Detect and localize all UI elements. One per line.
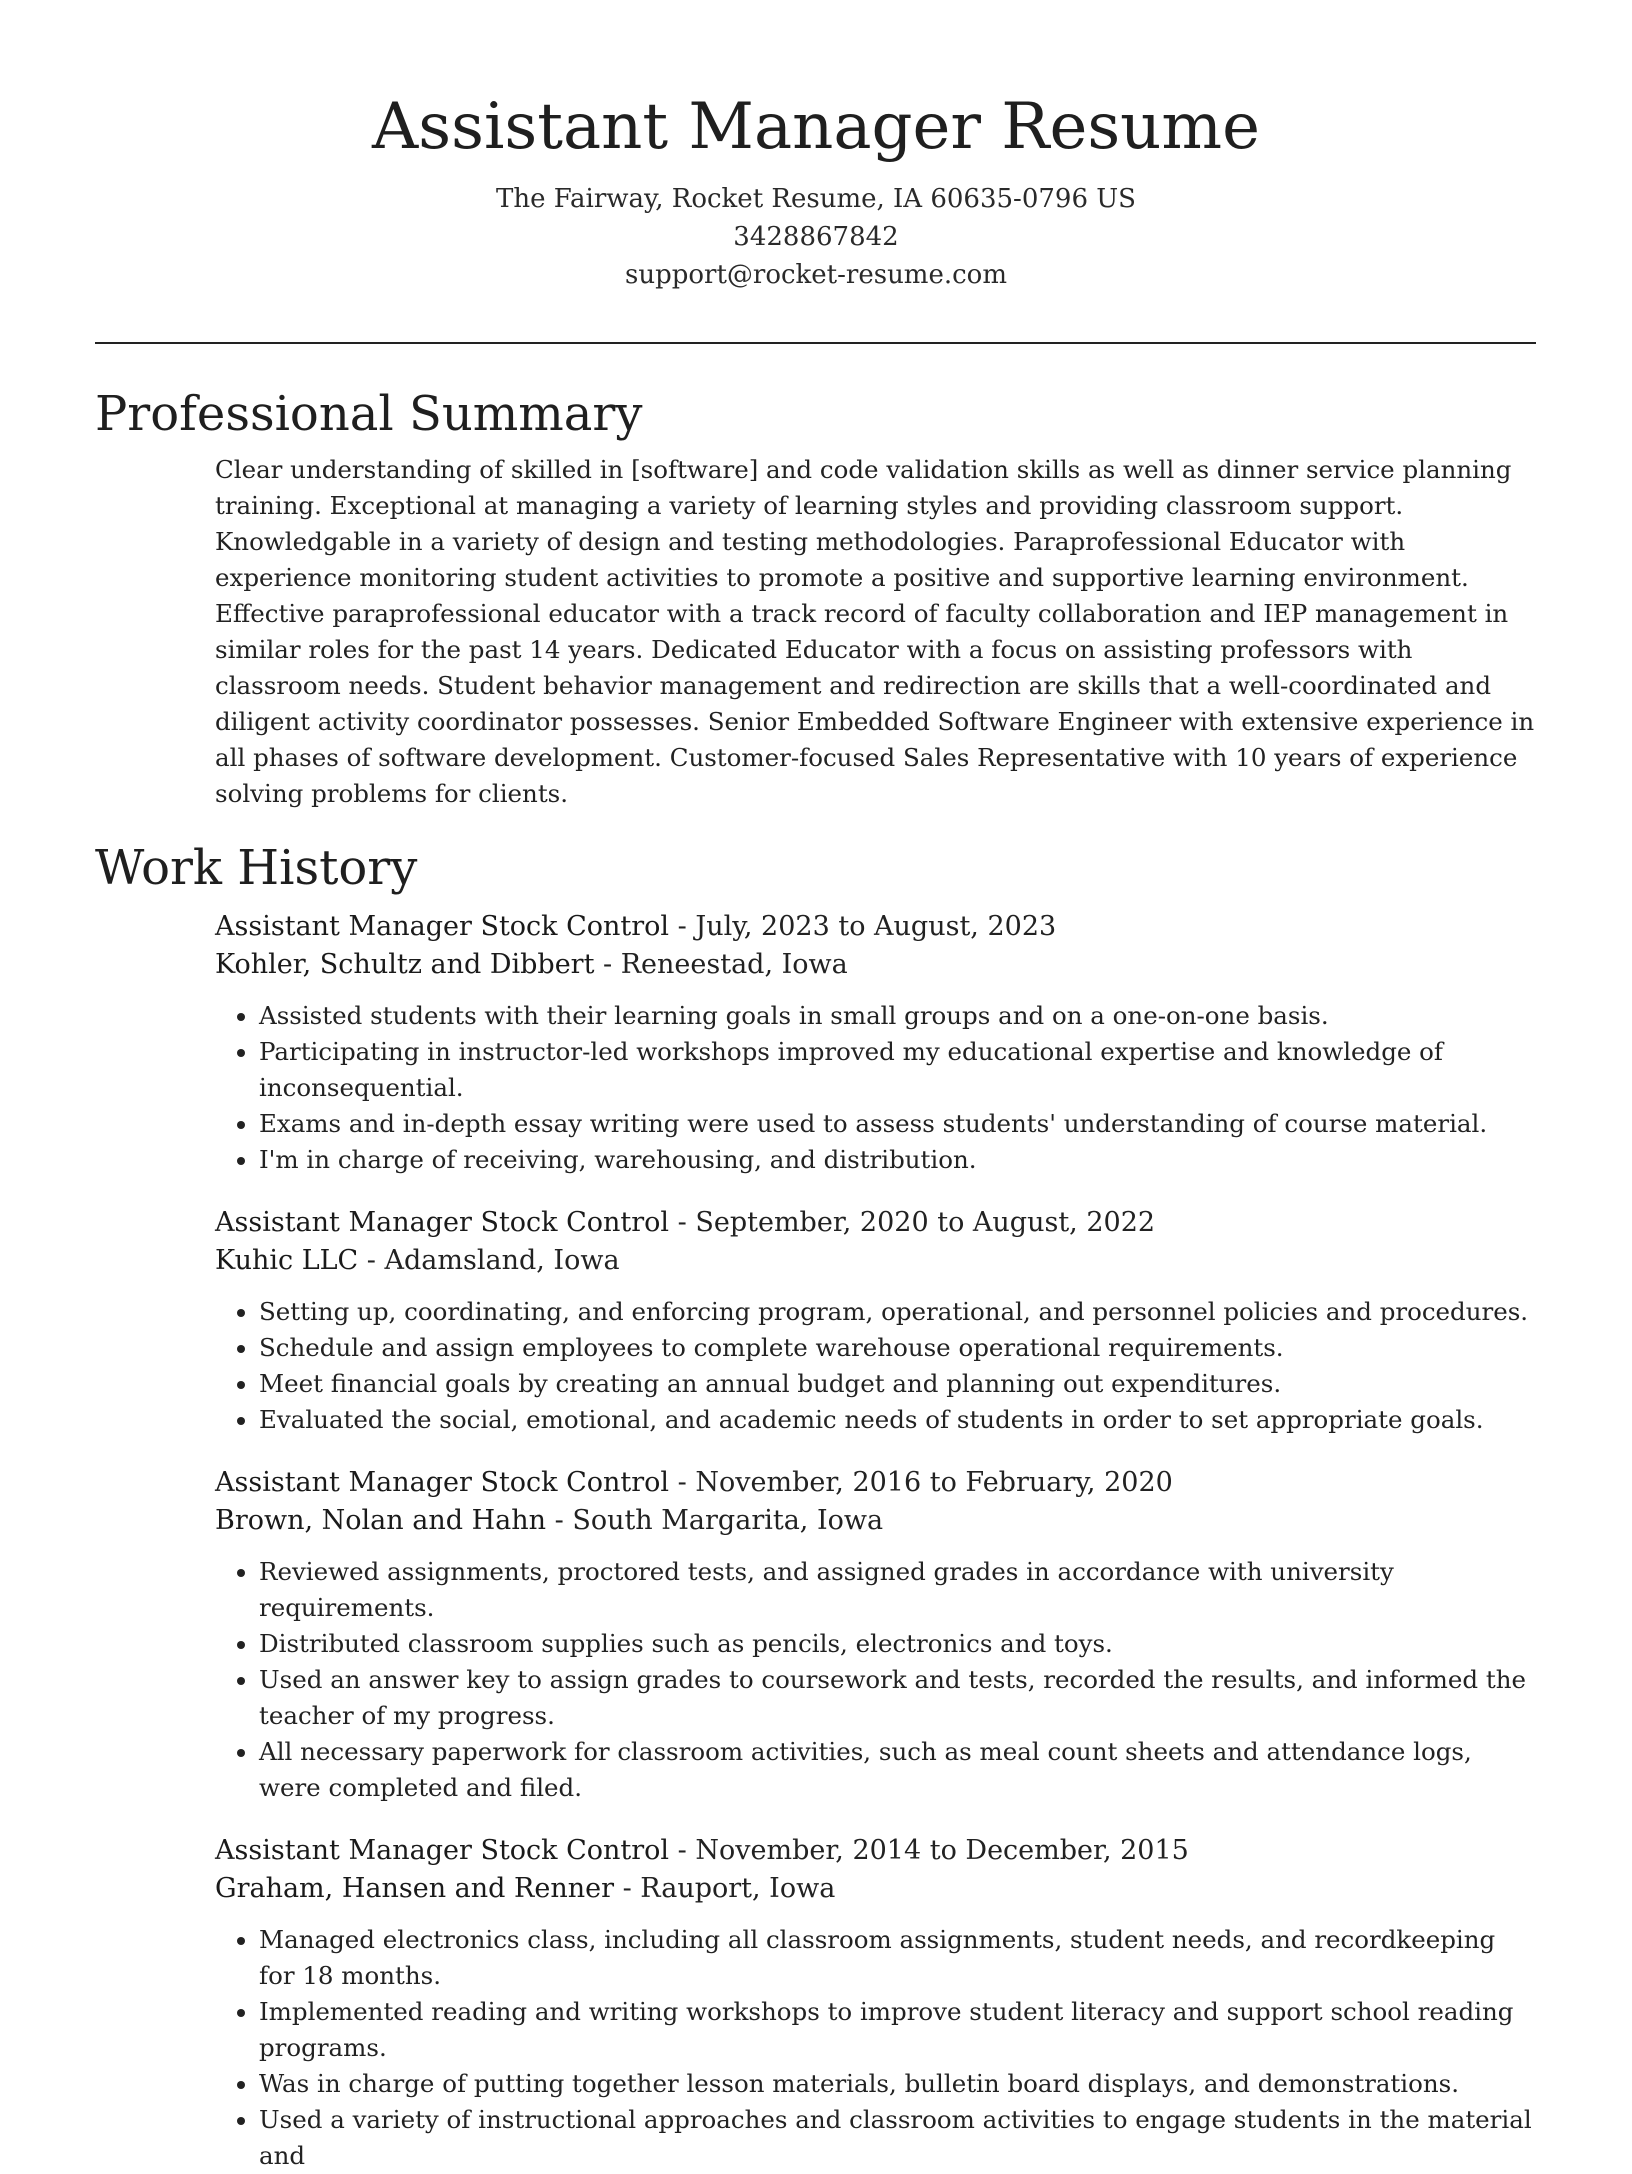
job-bullet: • Distributed classroom supplies such as pencils, electronics and toys. (259, 1626, 1536, 1662)
job-bullet: • All necessary paperwork for classroom activities, such as meal count sheets and attendance logs, were completed and filed. (259, 1734, 1536, 1806)
job-bullet: • Used a variety of instructional approaches and classroom activities to engage students in the material and (259, 2102, 1536, 2174)
summary-text: Clear understanding of skilled in [software] and code validation skills as well as dinner service planning training. Exceptional at managing a variety of learning styles and providing classroom support. Knowledgable in a variety of design and testing methodologies. Paraprofessional Educator with experience monitoring student activities to promote a positive and supportive learning environment. Effective paraprofessional educator with a track record of faculty collaboration and IEP management in similar roles for the past 14 years. Dedicated Educator with a focus on assisting professors with classroom needs. Student behavior management and redirection are skills that a well-coordinated and diligent activity coordinator possesses. Senior Embedded Software Engineer with extensive experience in all phases of software development. Customer-focused Sales Representative with 10 years of experience solving problems for clients. (215, 455, 1535, 808)
job-bullet: • Used an answer key to assign grades to coursework and tests, recorded the results, and informed the teacher of my progress. (259, 1662, 1536, 1734)
job-location: - Reneestad, Iowa (594, 949, 848, 980)
job-bullets (215, 998, 1536, 1178)
job-company: Kuhic LLC (215, 1245, 359, 1276)
resume-content (95, 380, 1536, 2174)
job-dates: - November, 2016 to February, 2020 (669, 1467, 1173, 1498)
job-bullet: • Evaluated the social, emotional, and academic needs of students in order to set appropriate goals. (259, 1402, 1536, 1438)
job-title: Assistant Manager Stock Control (215, 911, 670, 942)
resume-title: Assistant Manager Resume (372, 90, 1260, 164)
job-title-line (215, 908, 1536, 946)
work-history-section (95, 834, 1536, 2174)
job-bullet: • Managed electronics class, including all classroom assignments, student needs, and recordkeeping for 18 months. (259, 1922, 1536, 1994)
job-entry (215, 1832, 1536, 2174)
job-bullet: • Schedule and assign employees to complete warehouse operational requirements. (259, 1330, 1536, 1366)
job-company: Brown, Nolan and Hahn (215, 1505, 547, 1536)
job-company: Graham, Hansen and Renner (215, 1873, 614, 1904)
job-bullets (215, 1922, 1536, 2174)
job-bullet: • Meet financial goals by creating an annual budget and planning out expenditures. (259, 1366, 1536, 1402)
job-company-line (215, 1242, 1536, 1280)
job-location: - Rauport, Iowa (614, 1873, 836, 1904)
job-title-line (215, 1204, 1536, 1242)
job-bullet: • Implemented reading and writing workshops to improve student literacy and support school reading programs. (259, 1994, 1536, 2066)
job-bullet: • Was in charge of putting together lesson materials, bulletin board displays, and demonstrations. (259, 2066, 1536, 2102)
job-company: Kohler, Schultz and Dibbert (215, 949, 595, 980)
summary-section (95, 380, 1536, 812)
resume-header (0, 0, 1632, 294)
job-location: - Adamsland, Iowa (358, 1245, 620, 1276)
job-company-line (215, 946, 1536, 984)
job-title-line (215, 1832, 1536, 1870)
job-location: - South Margarita, Iowa (546, 1505, 884, 1536)
job-company-line (215, 1870, 1536, 1908)
summary-heading: Professional Summary (95, 386, 643, 442)
job-dates: - November, 2014 to December, 2015 (669, 1835, 1189, 1866)
job-bullet: • Setting up, coordinating, and enforcing program, operational, and personnel policies and procedures. (259, 1294, 1536, 1330)
job-bullet: • Participating in instructor-led workshops improved my educational expertise and knowledge of inconsequential. (259, 1034, 1536, 1106)
job-dates: - September, 2020 to August, 2022 (669, 1207, 1156, 1238)
work-history-heading: Work History (95, 840, 418, 896)
contact-email: support@rocket-resume.com (624, 260, 1007, 290)
job-entry (215, 908, 1536, 1178)
job-title: Assistant Manager Stock Control (215, 1835, 670, 1866)
job-title: Assistant Manager Stock Control (215, 1207, 670, 1238)
job-bullets (215, 1294, 1536, 1438)
work-history-body (215, 908, 1536, 2174)
contact-phone: 3428867842 (733, 222, 899, 252)
job-bullet: • Reviewed assignments, proctored tests, and assigned grades in accordance with university requirements. (259, 1554, 1536, 1626)
job-company-line (215, 1502, 1536, 1540)
job-title-line (215, 1464, 1536, 1502)
job-entry (215, 1464, 1536, 1806)
header-divider (95, 342, 1536, 344)
summary-body (215, 452, 1536, 812)
contact-block (0, 180, 1632, 294)
contact-address: The Fairway, Rocket Resume, IA 60635-0796 US (495, 184, 1136, 214)
job-title: Assistant Manager Stock Control (215, 1467, 670, 1498)
job-dates: - July, 2023 to August, 2023 (669, 911, 1057, 942)
job-bullet: • Exams and in-depth essay writing were used to assess students' understanding of course material. (259, 1106, 1536, 1142)
job-bullets (215, 1554, 1536, 1806)
job-bullet: • I'm in charge of receiving, warehousing, and distribution. (259, 1142, 1536, 1178)
job-entry (215, 1204, 1536, 1438)
job-bullet: • Assisted students with their learning goals in small groups and on a one-on-one basis. (259, 998, 1536, 1034)
